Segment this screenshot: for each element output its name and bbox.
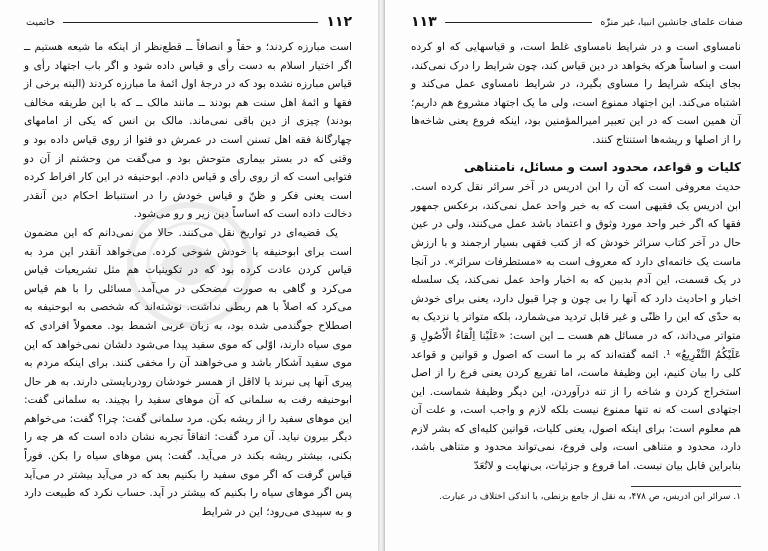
right-page [384,0,768,551]
right-page-number: ۱۱۳ [411,14,437,30]
header-rule [445,22,593,23]
left-page-number: ۱۱۲ [326,14,352,30]
paragraph: یک قضیه‌ای در تواریخ نقل می‌کنند. حالا من نمی‌دانم که این مضمون است برای ابوحنیفه یا خودش شوخی کرده. می‌خواهد آنقدر این مرد به قیاس کردن عادت کرده بود که در تکوینیات هم مثل تشریعیات قیاس می‌کرد و گاهی به صورت مضحکی در می‌آمد. مسائلی را با هم قیاس می‌کرد که اصلاً با هم ربطی نداشت. نوشته‌اند که شخصی به ابوحنیفه به اصطلاح جوگندمی شده بود، به زبان عربی اشمط بود. معمولاً افرادی که موی سیاه دارند، اوّلی که موی سفید پیدا می‌شود دلشان نمی‌خواهد که این موی سفید آشکار باشد و می‌خواهند آن را مخفی کنند. برای اینکه مردم به پیری آنها پی نبرند یا لااقل از همسر خودشان رودربایستی دارند. به هر حال ابوحنیفه رفت به سلمانی که آن موهای سفید را بچیند. به سلمانی گفت: این موهای سفید را از ریشه بکن. مرد سلمانی گفت: چرا؟ گفت: می‌خواهم دیگر بیرون نیاید. آن مرد گفت: اتفاقاً تجربه نشان داده است که هر چه را بکنی، بیشتر ریشه بکند در می‌آید. گفت: پس موهای سیاه را بکن. فوراً قیاس گرفت که اگر موی سفید را بکنیم بعد که در می‌آید بیشتر در می‌آید پس اگر موهای سیاه را بکنیم که بیشتر در آید. حساب نکرد که طبیعت دارد و به سپیدی می‌رود؛ این در شرایط [24,226,352,518]
right-page-header [411,14,743,30]
right-page-body [411,38,741,521]
left-page-header [26,14,352,30]
left-page [0,0,379,551]
footnote-rule [631,486,741,487]
footnote: ۱. سرائر ابن ادریس، ص ۴۷۸، به نقل از جامع بزنطی، با اندکی اختلاف در عبارت. [439,491,741,502]
section-heading: کلیات و قواعد، محدود است و مسائل، نامتناهی [463,159,741,174]
left-running-title: خاتمیت [26,16,56,28]
left-page-body [24,38,352,521]
paragraph: حدیث معروفی است که آن را ابن ادریس در آخر سرائر نقل کرده است. ابن ادریس یک فقیهی است که به خبر واحد عمل نمی‌کند، برعکس جمهور فقها که اگر خبر واحد مورد وثوق و اعتماد باشد عمل می‌کنند، ولی در عین حال در آخر کتاب سرائر خودش که از کتب فقهی بسیار ارجمند و با ارزش ماست یک خاتمه‌ای دارد که معروف است به «مستطرفات سرائر». در آنجا در یک قسمت، این آدم بدبین که به اخبار واحد عمل نمی‌کند، یک سلسله اخبار و احادیث دارد که آنها را بی چون و چرا قبول دارد، یعنی برای خودش به حدّی که این را ظنّی و غیر قابل تردید می‌شمارد، بلکه متواتر یا نزدیک به متواتر می‌داند، که در مسائل هم هست ــ این است: «عَلَیْنا اِلْقاءُ الْاُصُولِ وَ عَلَیْکُمُ التَّفْرِیعُ» ¹. ائمه گفته‌اند که بر ما است که اصول و قوانین و قواعد کلی را بیان کنیم، این وظیفۀ ماست، اما تفریع کردن یعنی فرع را از اصل استخراج کردن و شاخه را از تنه درآوردن، این دیگر وظیفۀ شماست. این اجتهادی است که نه تنها ممنوع نیست بلکه لازم و واجب است، و علت آن هم معلوم است: برای اینکه اصول، یعنی کلیات، قوانین کلیه‌ای که بشر لازم دارد، محدود و متناهی است، ولی فروع، نمی‌تواند محدود و متناهی باشد، بنابراین قابل بیان نیست. اما فروع و جزئیات، بی‌نهایت و لاتُعَدّ [411,181,741,473]
right-running-title: صفات علمای جانشین انبیا، غیر منزّه [600,16,743,28]
header-rule [63,22,318,23]
paragraph: است مبارزه کردند؛ و حقاً و انصافاً ــ قطع‌نظر از اینکه ما شیعه هستیم ــ اگر اختیار اسلام به دست رأی و قیاس داده شود و اگر باب اجتهاد رأی و قیاس مبارزه نشده بود که در درجۀ اول ائمۀ ما مبارزه کردند (البته برخی از فقها و ائمۀ اهل سنت هم بودند ــ مانند مالک ــ که با این طریقه مخالف بودند) چیزی از دین باقی نمی‌ماند. مالک بن انس که یکی از امامهای چهارگانۀ فقه اهل تسنن است در عمرش دو فتوا از روی قیاس داده بود و وقتی که در بستر بیماری متوحش بود و می‌گفت من وحشتم از آن دو فتوایی است که از روی رأی و قیاس دادم. ابوحنیفه در این کار افراط کرده است یعنی فکر و ظنّ و قیاس خودش را در استنباط احکام دین آنقدر دخالت داده است که اساساً دین زیر و رو می‌شود. [24,41,352,221]
paragraph: نامساوی است و در شرایط نامساوی غلط است، و قیاسهایی که او کرده است و اساساً هرکه بخواهد در دین قیاس کند، چون شرایط را درک نمی‌کند، بجای اینکه شرایط را مساوی بگیرد، در شرایط نامساوی عمل می‌کند و اشتباه می‌کند. این اجتهاد ممنوع است، ولی ما یک اجتهاد مشروع هم داریم؛ آن همین است که در این تعبیر امیرالمؤمنین بود، اینکه فروع یعنی شاخه‌ها را از اصلها و ریشه‌ها استنتاج کنند. [411,41,741,146]
